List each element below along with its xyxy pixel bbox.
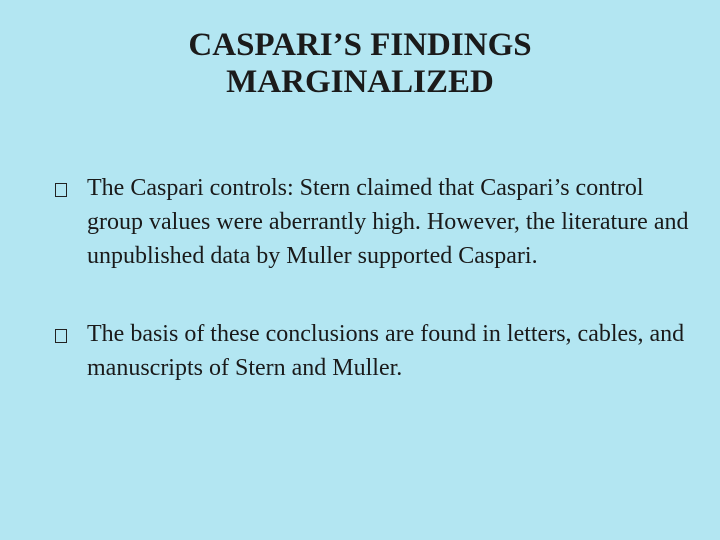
bullet-text-2: The basis of these conclusions are found in letters, cables, and manuscripts of Stern and Muller. — [87, 321, 685, 381]
title-line-1: CASPARI’S FINDINGS — [188, 27, 532, 63]
bullet-item-1 — [55, 171, 695, 273]
bullet-item-2 — [55, 317, 695, 385]
square-bullet-icon — [55, 329, 67, 343]
bullet-text-1: The Caspari controls: Stern claimed that Caspari’s control group values were aberrantly high. However, the literature and unpublished data by Muller supported Caspari. — [87, 175, 689, 269]
title-line-2: MARGINALIZED — [226, 64, 494, 100]
bullet-list — [55, 171, 695, 429]
square-bullet-icon — [55, 183, 67, 197]
slide-title — [60, 27, 660, 101]
